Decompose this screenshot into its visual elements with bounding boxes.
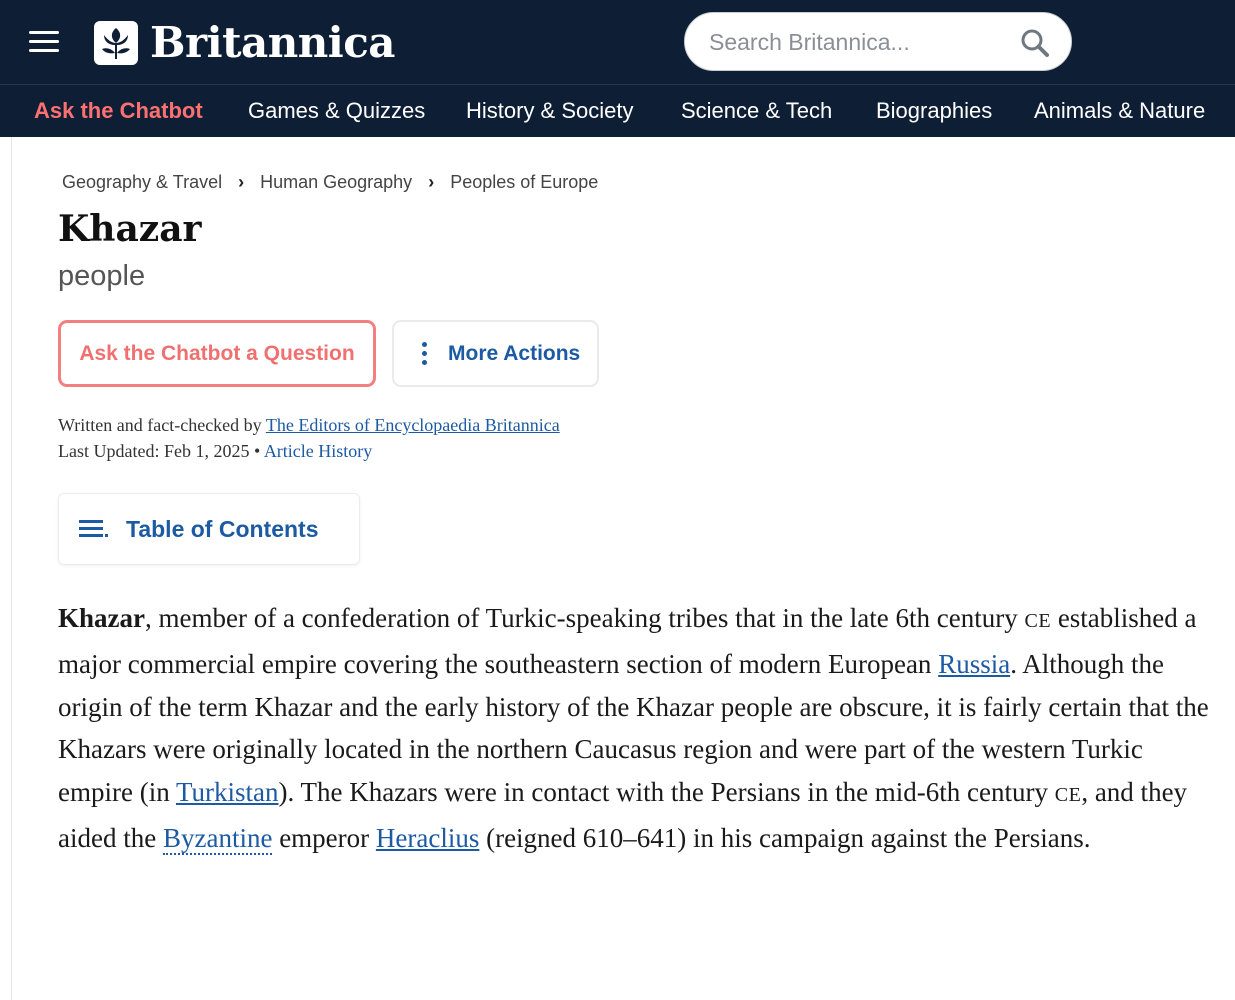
article-term: Khazar: [58, 603, 145, 633]
link-russia[interactable]: Russia: [938, 648, 1011, 679]
nav-animals-nature[interactable]: Animals & Nature: [1034, 98, 1206, 123]
ask-chatbot-button[interactable]: [58, 320, 376, 387]
page-title: Khazar: [58, 208, 202, 250]
breadcrumb-geography-travel[interactable]: Geography & Travel: [62, 172, 223, 192]
breadcrumb-chevron-icon: ›: [238, 172, 245, 192]
byline-author-link[interactable]: The Editors of Encyclopaedia Britannica: [265, 415, 560, 435]
nav-ask-chatbot[interactable]: Ask the Chatbot: [34, 98, 203, 123]
list-icon: [79, 519, 109, 539]
content-divider: [11, 137, 12, 1000]
article-text: (reigned 610–641) in his campaign against the Persians.: [479, 822, 1091, 853]
table-of-contents-label: Table of Contents: [126, 515, 319, 542]
era-abbreviation: CE: [1024, 610, 1052, 632]
ask-chatbot-button-label: Ask the Chatbot a Question: [79, 341, 355, 365]
link-heraclius[interactable]: Heraclius: [375, 822, 480, 853]
article-text: , and they aided the: [58, 777, 1188, 853]
article-text: ). The Khazars were in contact with the Persians in the mid-6th century: [278, 777, 1055, 808]
era-abbreviation: CE: [1054, 784, 1082, 807]
nav-games-quizzes[interactable]: Games & Quizzes: [248, 98, 426, 123]
nav-history-society[interactable]: History & Society: [466, 98, 634, 123]
article-text: . Although the origin of the term Khazar and the early history of the Khazar people are obscure, it is fairly certain that the Khazars were originally located in the northern Caucasus region and were part of the western Turkic empire (in: [58, 648, 1209, 808]
article-history-link[interactable]: Article History: [263, 441, 373, 461]
search-input[interactable]: [709, 27, 1009, 57]
article-paragraph: [58, 597, 1218, 860]
byline-separator: •: [253, 441, 261, 461]
byline-updated-prefix: Last Updated:: [58, 441, 160, 461]
table-of-contents-button[interactable]: [58, 493, 360, 565]
menu-icon[interactable]: [29, 31, 59, 55]
more-actions-button-label: More Actions: [448, 341, 581, 365]
article-text: , member of a confederation of Turkic-speaking tribes that in the late 6th century: [145, 603, 1025, 633]
byline: [58, 412, 560, 464]
category-nav: [0, 84, 1235, 137]
breadcrumb-human-geography[interactable]: Human Geography: [260, 172, 413, 192]
article-text: emperor: [272, 822, 376, 853]
byline-updated-date: Feb 1, 2025: [163, 441, 250, 461]
site-header: [0, 0, 1235, 84]
britannica-logo[interactable]: [94, 20, 395, 66]
breadcrumb-chevron-icon: ›: [428, 172, 435, 192]
nav-science-tech[interactable]: Science & Tech: [681, 98, 833, 123]
vertical-dots-icon: [420, 342, 428, 365]
more-actions-button[interactable]: [392, 320, 599, 387]
byline-written-prefix: Written and fact-checked by: [58, 415, 262, 435]
page-subtitle: people: [58, 260, 146, 292]
link-turkistan[interactable]: Turkistan: [175, 777, 279, 808]
link-byzantine[interactable]: Byzantine: [162, 822, 273, 853]
logo-wordmark: Britannica: [150, 18, 396, 67]
search-icon[interactable]: [1019, 27, 1051, 59]
britannica-thistle-logo-icon: [94, 21, 138, 65]
breadcrumb-peoples-of-europe[interactable]: Peoples of Europe: [450, 172, 599, 192]
breadcrumb: [62, 172, 598, 193]
article-text: established a major commercial empire covering the southeastern section of modern European: [58, 603, 1197, 679]
search-box: [684, 12, 1072, 71]
nav-biographies[interactable]: Biographies: [876, 98, 993, 123]
